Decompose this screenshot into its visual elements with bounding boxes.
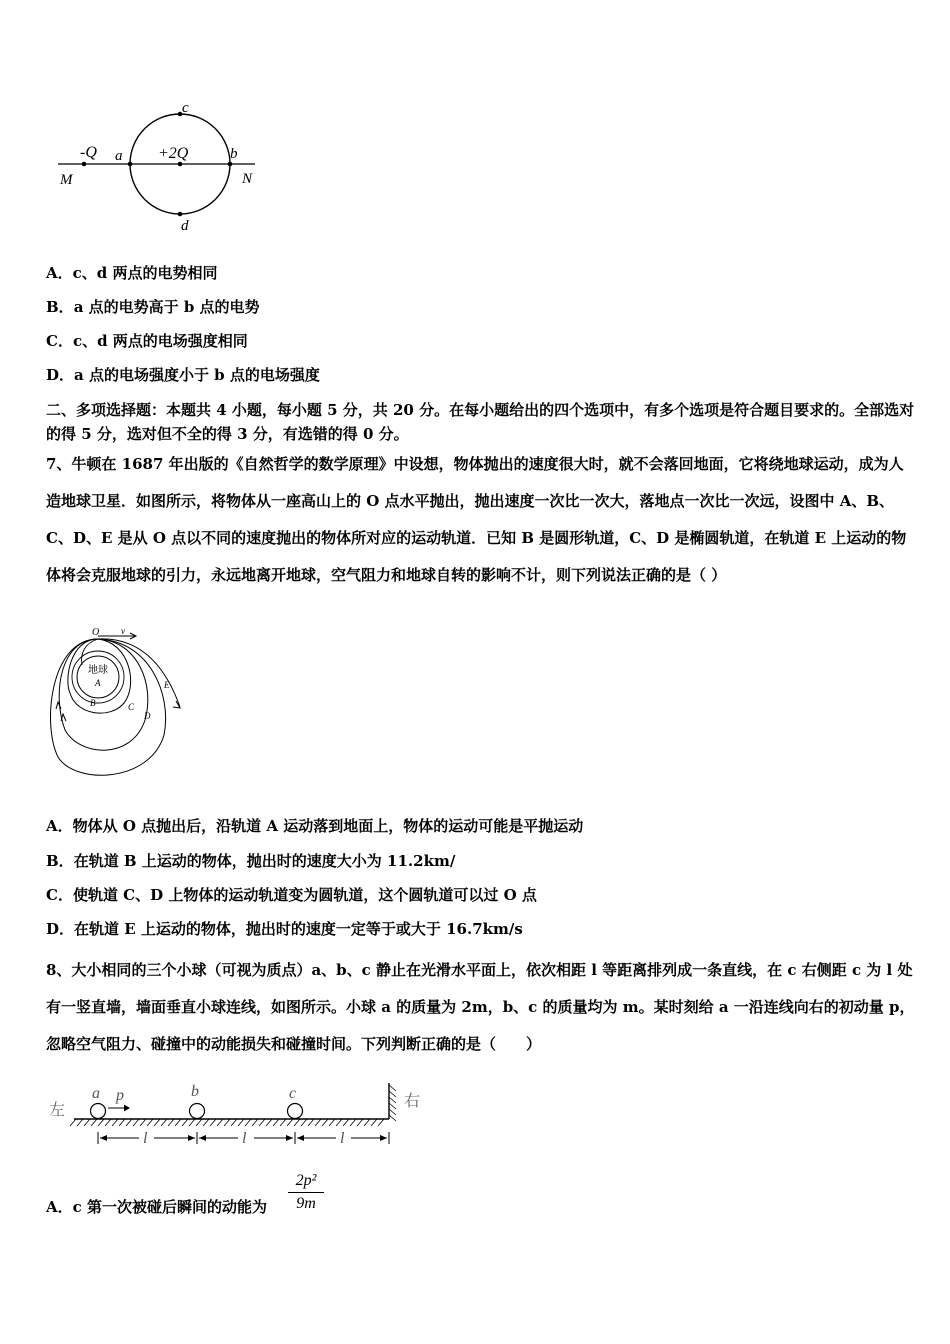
fraction-denominator: 9m — [296, 1195, 316, 1212]
label-b: b — [230, 146, 238, 162]
label-orbit-e: E — [164, 680, 170, 690]
q6-option-d: D．a 点的电场强度小于 b 点的电场强度 — [46, 366, 320, 384]
label-orbit-b: B — [90, 698, 96, 708]
label-p: p — [116, 1087, 124, 1104]
label-c: c — [289, 1085, 297, 1102]
kinetic-energy-fraction — [288, 1172, 324, 1213]
label-b: b — [191, 1083, 199, 1100]
label-right: 右 — [404, 1093, 421, 1110]
label-l-3: l — [340, 1130, 345, 1147]
label-a: a — [92, 1085, 100, 1102]
section-heading: 二、多项选择题：本题共 4 小题，每小题 5 分，共 20 分。在每小题给出的四个选项中，有多个选项是符合题目要求的。全部选对的得 5 分，选对但不全的得 3 分，有选错的得 0 分。 — [46, 401, 915, 443]
label-c: c — [182, 100, 189, 116]
label-orbit-c: C — [128, 702, 135, 712]
ball-b — [190, 1104, 205, 1119]
label-m: M — [60, 172, 73, 188]
label-orbit-d: D — [144, 711, 151, 721]
charge-circle-figure — [50, 95, 280, 235]
label-l-2: l — [242, 1130, 247, 1147]
q6-option-c: C．c、d 两点的电场强度相同 — [46, 332, 248, 350]
q8-stem: 8、大小相同的三个小球（可视为质点）a、b、c 静止在光滑水平面上，依次相距 l 等距离排列成一条直线，在 c 右侧距 c 为 l 处有一竖直墙，墙面垂直小球连线，如图所示。小球 a 的质量为 2m，b、c 的质量均为 m。某时刻给 a 一沿连线向右的初动量 p，忽略空气阻力、碰撞中的动能损失和碰撞时间。下列判断正确的是（ ） — [46, 961, 915, 1053]
balls-wall-figure — [44, 1075, 444, 1150]
q7-option-c: C．使轨道 C、D 上物体的运动轨道变为圆轨道，这个圆轨道可以过 O 点 — [46, 886, 537, 904]
label-earth: 地球 — [88, 665, 108, 676]
earth — [77, 656, 119, 698]
q7-stem: 7、牛顿在 1687 年出版的《自然哲学的数学原理》中设想，物体抛出的速度很大时，就不会落回地面，它将绕地球运动，成为人造地球卫星．如图所示，将物体从一座高山上的 O 点水平抛出，抛出速度一次比一次大，落地点一次比一次远，设图中 A、B、C、D、E 是从 O 点以不同的速度抛出的物体所对应的运动轨道．已知 B 是圆形轨道，C、D 是椭圆轨道，在轨道 E 上运动的物体将会克服地球的引力，永远地离开地球，空气阻力和地球自转的影响不计，则下列说法正确的是（ ） — [46, 455, 907, 584]
q7-option-a: A．物体从 O 点抛出后，沿轨道 A 运动落到地面上，物体的运动可能是平抛运动 — [46, 817, 584, 835]
label-v: v — [121, 626, 125, 636]
q8-option-a: A．c 第一次被碰后瞬间的动能为 — [46, 1198, 267, 1216]
label-left: 左 — [49, 1102, 66, 1119]
q7-option-b: B．在轨道 B 上运动的物体，抛出时的速度大小为 11.2km/ — [46, 852, 456, 870]
label-neg-q: -Q — [80, 144, 97, 161]
orbit-figure — [40, 625, 190, 785]
q7-option-d: D．在轨道 E 上运动的物体，抛出时的速度一定等于或大于 16.7km/s — [46, 920, 523, 938]
ball-a — [91, 1104, 106, 1119]
label-o: O — [92, 627, 100, 638]
ball-c — [288, 1104, 303, 1119]
label-d: d — [181, 218, 189, 234]
q6-option-b: B．a 点的电势高于 b 点的电势 — [46, 298, 260, 316]
label-orbit-a: A — [95, 678, 101, 688]
fraction-numerator: 2p² — [288, 1172, 324, 1193]
label-n: N — [242, 171, 253, 187]
label-a: a — [115, 148, 123, 164]
q6-option-a: A．c、d 两点的电势相同 — [46, 264, 218, 282]
label-pos-2q: +2Q — [158, 145, 189, 162]
label-l-1: l — [143, 1130, 148, 1147]
